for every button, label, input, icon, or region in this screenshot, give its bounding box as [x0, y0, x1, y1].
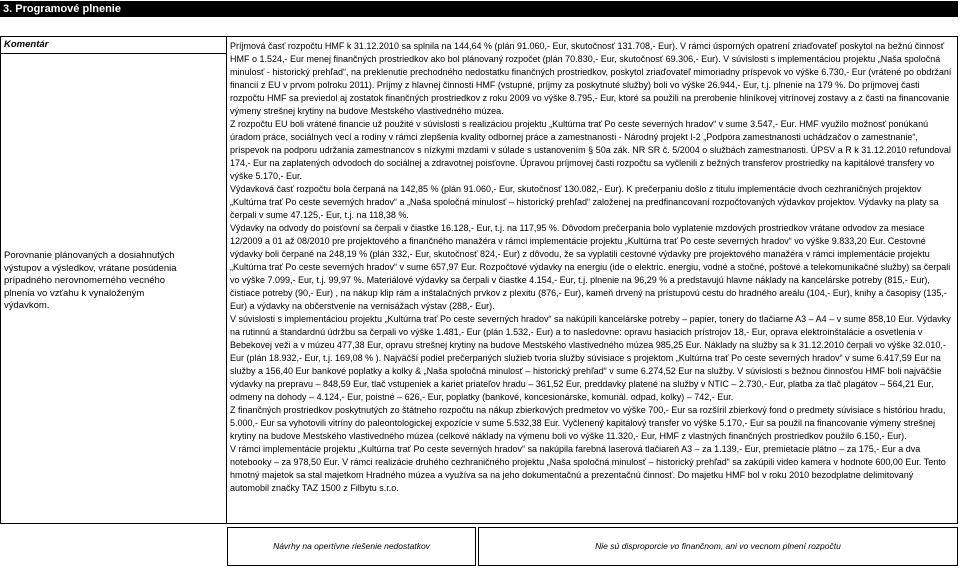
- comment-text-column: [227, 37, 957, 523]
- comment-paragraph-contributions: Výdavky na odvody do poisťovní sa čerpali v čiastke 16.128,- Eur, t.j. na 117,95 %. Dôvodom prečerpania bolo vyplatenie mzdových prostriedkov vrátane odvodov za mesiace 12/2009 a 01 až 08/2010 pre projektového a finančného manažéra v rámci implementácie projektu „Kultúrna trať Po ceste severných hradov“ vo výške 9.833,20 Eur. Cestovné výdavky boli čerpané na 248,19 % (plán 332,- Eur, skutočnosť 824,- Eur) z dôvodu, že sa vyplatili cestovné výdavky pre projektového manažéra v rámci implementácie projektu „Kultúrna trať Po ceste severných hradov“ v sume 657,97 Eur. Rozpočtové výdavky na energiu (ide o elektric. energiu, vodné a stočné, poštové a telekomunikačné služby) sa čerpali vo výške 7.099,- Eur, t.j. 99,97 %. Materiálové výdavky sa čerpali v čiastke 4.154,- Eur, t.j. plnenie na 96,29 % a predstavujú hlavne náklady na kancelárske potreby (815,- Eur), čistiace potreby (90,- Eur) , na nákup klip rám a inštalačných prvkov z plexitu (876,- Eur), kameň drvený na prístupovú cestu do hradného areálu (104,- Eur), knihy a časopisy (135,- Eur) a výdavky na občerstvenie na vernisážach výstav (288,- Eur).: [230, 223, 951, 311]
- comment-label-column: [1, 37, 227, 523]
- comment-description-line: výdavkom.: [4, 300, 50, 312]
- comment-description-line: výstupov a výsledkov, vrátane posúdenia: [4, 262, 177, 274]
- comment-paragraph-expenditure: Výdavková časť rozpočtu bola čerpaná na 142,85 % (plán 91.060,- Eur, skutočnosť 130.082,- Eur). K prečerpaniu došlo z titulu implementácie dvoch cezhraničných projektov „Kultúrna trať Po ceste severných hradov“ a „Naša spoločná minulosť – historický prehľad“ založenej na predfinancovaní rozpočtovaných výdavkov projektov. Výdavky na platy sa čerpali v sume 47.125,- Eur, t.j. na 118,38 %.: [230, 184, 939, 220]
- comment-description-line: Porovnanie plánovaných a dosiahnutých: [4, 250, 175, 261]
- measures-label: Návrhy na opertívne riešenie nedostatkov: [227, 527, 476, 566]
- comment-paragraph-capital: Z finančných prostriedkov poskytnutých zo štátneho rozpočtu na nákup zbierkových predmetov vo výške 700,- Eur sa rozšíril zbierkový fond o predmety súvisiace s históriou hradu, 5.000,- Eur sa vyhotovili vitríny do paleontologickej expozície v sume 5.532,38 Eur. Vyčlenený kapitálový transfer vo výške 5.170,- Eur sa použil na financovanie výmeny strešnej krytiny na budove Mestského vlastivedného múzea (celkové náklady na výmenu boli vo výške 11.320,- Eur, HMF z vlastných finančných prostriedkov použilo 6.150,- Eur).: [230, 405, 946, 441]
- comment-paragraph-eu-refund: Z rozpočtu EU boli vrátené financie už použité v súvislosti s realizáciou projektu „Kultúrna trať Po ceste severných hradov“ v sume 3.547,- Eur. HMF využilo možnosť ponúkanú úradom práce, sociálnych vecí a rodiny v rámci zlepšenia kvality odbornej práce a zamestnanosti - Národný projekt I-2 „Podpora zamestnanosti uchádzačov o zamestnanie“, príspevok na podporu udržania zamestnancov s nízkymi mzdami v súlade s ustanovením § 50a zák. NR SR č. 5/2004 o službách zamestnanosti. ÚPSV a R k 31.12.2010 refundoval 174,- Eur na zaplatených odvodoch do sociálnej a zdravotnej poisťovne. Úpravou príjmovej časti rozpočtu sa vyčlenili z bežných transferov prostriedky na kapitálové transfery vo výške 5.170,- Eur.: [230, 119, 951, 181]
- comment-paragraph-assets: V rámci implementácie projektu „Kultúrna trať Po ceste severných hradov“ sa nakúpila farebná laserová tlačiareň A3 – za 1.139,- Eur, premietacie plátno – za 175,- Eur a dva notebooky – za 978,50 Eur. V rámci realizácie druhého cezhraničného projektu „Naša spoločná minulosť – historický prehľad“ sa zakúpili video kamera v hodnote 600,00 Eur. Tento hmotný majetok sa stal majetkom Hradného múzea a využíva sa na jeho dokumentačnú a prezentačnú činnosť. Do majetku HMF bol v roku 2010 bezodplatne delimitovaný automobil značky TAZ 1500 z Filbytu s.r.o.: [230, 444, 946, 493]
- comment-description: [4, 250, 222, 313]
- measures-value: Nie sú disproporcie vo finančnom, ani vo vecnom plnení rozpočtu: [478, 527, 958, 566]
- comment-label: Komentár: [1, 37, 226, 54]
- section-title: 3. Programové plnenie: [0, 1, 958, 17]
- comment-description-line: prípadného nerovnomerného vecného: [4, 275, 166, 287]
- comment-description-line: plnenia vo vzťahu k vynaloženým: [4, 287, 145, 299]
- comment-table: [0, 36, 958, 524]
- comment-paragraph-services: V súvislosti s implementáciou projektu „Kultúrna trať Po ceste severných hradov“ sa nakúpili kancelárske potreby – papier, tonery do tlačiarne A3 – A4 – v sume 858,10 Eur. Výdavky na rutinnú a štandardnú údržbu sa čerpali vo výške 1.481,- Eur (plán 1.532,- Eur) a to nasledovne: opravu hasiacich prístrojov 18,- Eur, oprava elektroinštalácie a osvetlenia v Bebekovej veži a v múzeu 477,38 Eur, opravu strešnej krytiny na budove Mestského vlastivedného múzea 985,25 Eur. Náklady na služby sa k 31.12.2010 čerpali vo výške 32.010,- Eur (plán 18.932,- Eur, t.j. 169,08 % ). Najväčší podiel prečerpaných služieb tvoria služby súvisiace s projektom „Kultúrna trať Po ceste severných hradov“ v sume 6.417,59 Eur na služby a 156,40 Eur bankové poplatky a kolky & „Naša spoločná minulosť – historický prehľad“ v sume 6.274,52 Eur na služby. V súvislosti s bežnou činnosťou HMF boli najväčšie výdavky na prepravu – 848,59 Eur, tlač vstupeniek a kariet priateľov hradu – 361,52 Eur, preddavky platené na služby v NTIC – 2.730,- Eur, platba za tlač plagátov – 564,21 Eur, odmeny na dohody – 4.124,- Eur, poistné – 626,- Eur, poplatky (bankové, koncesionárske, komunál. odpad, kolky) – 742,- Eur.: [230, 314, 951, 402]
- comment-paragraph-revenue: Príjmová časť rozpočtu HMF k 31.12.2010 sa splnila na 144,64 % (plán 91.060,- Eur, skutočnosť 131.708,- Eur). V rámci úsporných opatrení zriaďovateľ poskytol na bežnú činnosť HMF o 1.524,- Eur menej finančných prostriedkov ako bol plánovaný rozpočet (plán 70.830,- Eur, skutočnosť 69.306,- Eur). V súvislosti s implementáciou projektu „Naša spoločná minulosť - historický prehľad“, na preklenutie prechodného nedostatku finančných prostriedkov, poskytol zriaďovateľ mimoriadny príspevok vo výške 6.730,- Eur (vrátené po obdržaní financií z EU v prvom polroku 2011). Príjmy z hlavnej činnosti HMF (vstupné, príjmy za poskytnuté služby) boli vo výške 26.944,- Eur, t.j. plnenie na 179 %. Do príjmovej časti rozpočtu HMF sa previedol aj zostatok finančných prostriedkov z roku 2009 vo výške 8.795,- Eur, ktoré sa použili na prerobenie hliníkovej vitrínovej zostavy a z časti na financovanie výmeny strešnej krytiny na budove Mestského vlastivedného múzea.: [230, 41, 952, 116]
